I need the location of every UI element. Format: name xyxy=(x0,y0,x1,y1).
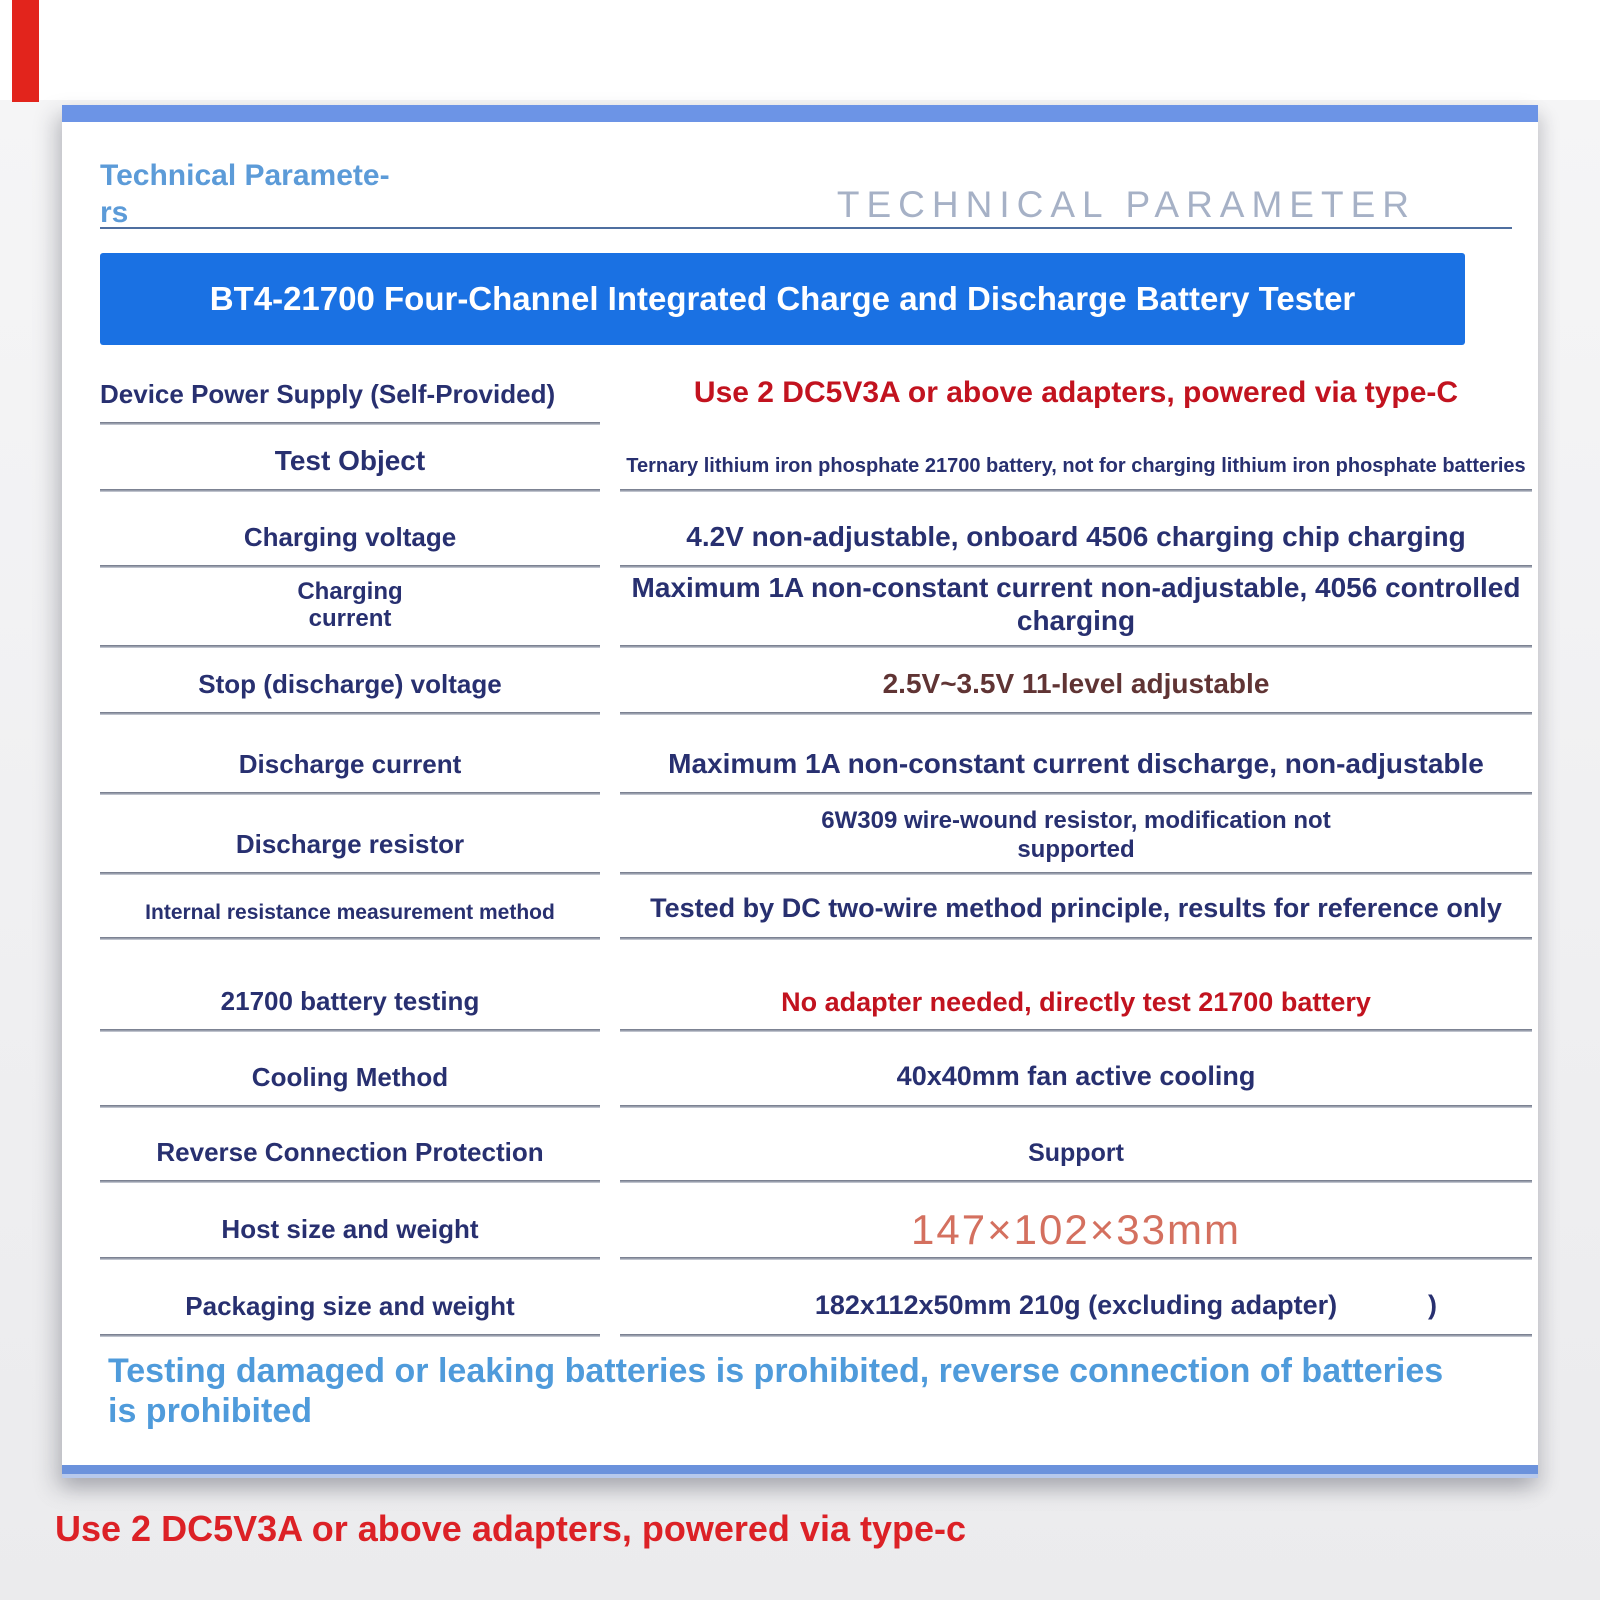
table-row xyxy=(62,1108,1538,1183)
spec-sheet-page xyxy=(62,105,1538,1478)
spec-label: Packaging size and weight xyxy=(185,1291,515,1322)
spec-value: 4.2V non-adjustable, onboard 4506 charging chip charging xyxy=(686,520,1466,552)
spec-label: Host size and weight xyxy=(221,1214,479,1245)
table-row xyxy=(62,568,1538,648)
spec-value: Tested by DC two-wire method principle, results for reference only xyxy=(650,893,1502,924)
spec-value: 182x112x50mm 210g (excluding adapter) ) xyxy=(814,1290,1437,1321)
spec-label: Stop (discharge) voltage xyxy=(198,669,502,700)
stray-parenthesis: ) xyxy=(1428,1290,1437,1321)
page-title: Technical Paramete-rs xyxy=(100,159,390,229)
spec-value-cell xyxy=(620,492,1532,568)
spec-value: No adapter needed, directly test 21700 battery xyxy=(781,987,1371,1018)
spec-value: 2.5V~3.5V 11-level adjustable xyxy=(882,667,1270,699)
table-row xyxy=(62,345,1538,425)
spec-label-cell xyxy=(100,940,600,1032)
red-corner-bar xyxy=(12,0,39,102)
product-title-banner xyxy=(100,253,1465,345)
spec-value-cell xyxy=(620,1260,1532,1337)
spec-value: Use 2 DC5V3A or above adapters, powered via type-C xyxy=(693,375,1459,409)
footer-note: Use 2 DC5V3A or above adapters, powered via type-c xyxy=(55,1508,967,1549)
spec-label: Cooling Method xyxy=(251,1062,449,1093)
spec-value-cell xyxy=(620,1032,1532,1108)
spec-value-cell xyxy=(620,715,1532,795)
spec-value: 147×102×33mm xyxy=(911,1206,1241,1254)
spec-label-cell xyxy=(100,492,600,568)
spec-label: Device Power Supply (Self-Provided) xyxy=(100,379,556,410)
spec-value-cell xyxy=(620,795,1532,875)
header-divider xyxy=(100,227,1512,229)
table-row xyxy=(62,1260,1538,1337)
table-row xyxy=(62,425,1538,492)
table-row xyxy=(62,875,1538,940)
spec-label: Internal resistance measurement method xyxy=(145,900,555,924)
spec-value-cell xyxy=(620,1108,1532,1183)
spec-label-cell xyxy=(100,875,600,940)
page-bottom-blue-bar xyxy=(62,1465,1538,1478)
table-row xyxy=(62,1032,1538,1108)
warning-text: Testing damaged or leaking batteries is prohibited, reverse connection of batteries is prohibited xyxy=(108,1352,1444,1431)
spec-label-cell xyxy=(100,795,600,875)
spec-label: Test Object xyxy=(274,444,426,476)
page-top-blue-bar xyxy=(62,105,1538,122)
spec-label: Charging voltage xyxy=(243,522,457,553)
spec-value: Ternary lithium iron phosphate 21700 battery, not for charging lithium iron phosphate batteries xyxy=(626,455,1526,478)
spec-label-cell xyxy=(100,1183,600,1260)
spec-label-cell xyxy=(100,568,600,648)
cell-underline xyxy=(620,1334,1532,1337)
spec-label: 21700 battery testing xyxy=(220,986,480,1017)
spec-value: Maximum 1A non-constant current non-adjustable, 4056 controlled charging xyxy=(631,571,1521,636)
product-title: BT4-21700 Four-Channel Integrated Charge and Discharge Battery Tester xyxy=(209,280,1356,317)
spec-value: Support xyxy=(1028,1138,1124,1167)
table-row xyxy=(62,492,1538,568)
spec-label-cell xyxy=(100,1032,600,1108)
spec-label: Reverse Connection Protection xyxy=(156,1137,544,1168)
spec-label-cell xyxy=(100,648,600,715)
table-row xyxy=(62,715,1538,795)
spec-table xyxy=(62,345,1538,1337)
spec-label-cell xyxy=(100,345,600,425)
cell-underline xyxy=(100,1334,600,1337)
spec-value-cell xyxy=(620,568,1532,648)
spec-value-cell xyxy=(620,345,1532,425)
spec-value: 6W309 wire-wound resistor, modification not supported xyxy=(821,807,1331,863)
header xyxy=(62,122,1538,229)
spec-value-cell xyxy=(620,1183,1532,1260)
table-row xyxy=(62,795,1538,875)
watermark-title: TECHNICAL PARAMETER xyxy=(836,184,1416,225)
table-row xyxy=(62,940,1538,1032)
spec-value-cell xyxy=(620,425,1532,492)
spec-label-cell xyxy=(100,425,600,492)
spec-label-cell xyxy=(100,1260,600,1337)
spec-label-cell xyxy=(100,715,600,795)
spec-value-cell xyxy=(620,875,1532,940)
spec-label: Discharge current xyxy=(238,749,462,780)
table-row xyxy=(62,1183,1538,1260)
spec-value: 40x40mm fan active cooling xyxy=(896,1061,1256,1092)
spec-label: Discharge resistor xyxy=(235,829,465,860)
spec-label-cell xyxy=(100,1108,600,1183)
table-row xyxy=(62,648,1538,715)
spec-label: Charging current xyxy=(297,577,403,633)
spec-value-cell xyxy=(620,940,1532,1032)
spec-value: Maximum 1A non-constant current discharge, non-adjustable xyxy=(668,747,1484,779)
spec-value-cell xyxy=(620,648,1532,715)
